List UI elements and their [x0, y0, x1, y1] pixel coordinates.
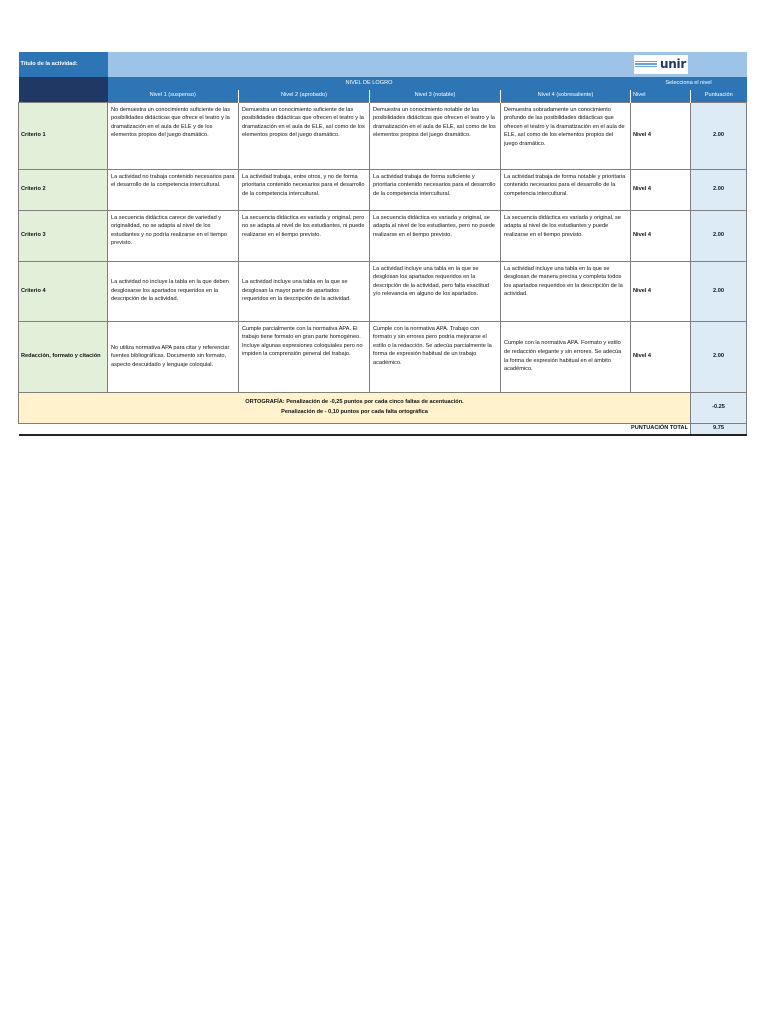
puntuacion-value: 2.00 [691, 102, 747, 169]
criterion-level-2-desc: La secuencia didáctica es variada y original, pero no se adapta al nivel de los estudiantes, ni puede realizarse en el tiempo previsto. [239, 210, 370, 261]
puntuacion-value: 2.00 [691, 261, 747, 321]
level-header-4: Nivel 4 (sobresaliente) [501, 90, 631, 102]
criterion-name: Redacción, formato y citación [19, 321, 108, 392]
criterion-row [19, 210, 747, 261]
ortografia-line-1: ORTOGRAFÍA: Penalización de -0,25 puntos por cada cinco faltas de acentuación. [245, 399, 464, 405]
total-label: PUNTUACIÓN TOTAL [19, 423, 691, 435]
criterion-level-3-desc: La secuencia didáctica es variada y original, se adapta al nivel de los estudiantes, pero no puede realizarse en el tiempo previsto. [370, 210, 501, 261]
nivel-select[interactable]: Nivel 4 [631, 169, 691, 210]
puntuacion-column-header: Puntuación [691, 90, 747, 102]
selecciona-nivel-header: Selecciona el nivel [631, 77, 747, 90]
nivel-select[interactable]: Nivel 4 [631, 102, 691, 169]
criterion-row [19, 169, 747, 210]
criterion-level-1-desc: La secuencia didáctica carece de variedad y originalidad, no se adapta al nivel de los estudiantes y no podría realizarse en el tiempo previsto. [108, 210, 239, 261]
criterion-level-1-desc: No demuestra un conocimiento suficiente de las posibilidades didácticas que ofrece el teatro y la dramatización en el aula de ELE y de los elementos propios del juego dramático. [108, 102, 239, 169]
criterion-level-4-desc: Demuestra sobradamente un conocimiento profundo de las posibilidades didácticas que ofrecen el teatro y la dramatización en el aula de ELE, así como de los elementos propios del juego dramático. [501, 102, 631, 169]
ortografia-line-2: Penalización de - 0,10 puntos por cada falta ortográfica [281, 408, 428, 415]
puntuacion-value: 2.00 [691, 210, 747, 261]
criterion-level-4-desc: La actividad trabaja de forma notable y prioritaria contenido necesarios para el desarrollo de la competencia intercultural. [501, 169, 631, 210]
activity-title-label: Título de la actividad: [19, 52, 108, 77]
criterion-row [19, 102, 747, 169]
unir-logo-icon [635, 60, 657, 70]
puntuacion-value: 2.00 [691, 321, 747, 392]
criterion-level-3-desc: Cumple con la normativa APA. Trabajo con formato y sin errores pero podría mejorarse el estilo o la redacción. Se adecúa parcialmente la forma de expresión habitual de un trabajo académico. [370, 321, 501, 392]
nivel-column-header: Nivel [631, 90, 691, 102]
criterion-row [19, 261, 747, 321]
criterion-level-2-desc: La actividad trabaja, entre otros, y no de forma prioritaria contenido necesarios para el desarrollo de la competencia intercultural. [239, 169, 370, 210]
criterion-level-1-desc: No utiliza normativa APA para citar y referenciar fuentes bibliográficas. Documento sin formato, aspecto descuidado y lenguaje coloquial. [108, 321, 239, 392]
nivel-select[interactable]: Nivel 4 [631, 321, 691, 392]
criterion-level-4-desc: La actividad incluye una tabla en la que se desglosan de manera precisa y completa todos los apartados requeridos en la descripción de la actividad. [501, 261, 631, 321]
nivel-de-logro-header: NIVEL DE LOGRO [108, 77, 631, 90]
criterion-name: Criterio 4 [19, 261, 108, 321]
nivel-select[interactable]: Nivel 4 [631, 261, 691, 321]
rubric-sheet [18, 52, 746, 436]
logo-cell [631, 52, 691, 77]
criterion-name: Criterio 2 [19, 169, 108, 210]
ortografia-penalty [19, 392, 691, 423]
total-value: 9.75 [691, 423, 747, 435]
level-header-3: Nivel 3 (notable) [370, 90, 501, 102]
nivel-select[interactable]: Nivel 4 [631, 210, 691, 261]
criterion-name: Criterio 3 [19, 210, 108, 261]
brand-logo-text: unir [660, 57, 686, 72]
criterion-name: Criterio 1 [19, 102, 108, 169]
ortografia-value: -0.25 [691, 392, 747, 423]
criterion-level-2-desc: La actividad incluye una tabla en la que se desglosan la mayor parte de apartados requeridos en la descripción de la actividad. [239, 261, 370, 321]
criterion-level-4-desc: Cumple con la normativa APA. Formato y estilo de redacción elegante y sin errores. Se adecúa la forma de expresión habitual en el ámbito académico. [501, 321, 631, 392]
activity-title-input[interactable] [108, 52, 631, 77]
level-header-1: Nivel 1 (suspenso) [108, 90, 239, 102]
criterion-level-2-desc: Cumple parcialmente con la normativa APA. El trabajo tiene formato en gran parte homogéneo. Incluye algunas expresiones coloquiales pero no impiden la comprensión general del trabajo. [239, 321, 370, 392]
criterion-level-3-desc: La actividad incluye una tabla en la que se desglosan los apartados requeridos en la descripción de la actividad, pero falta exactitud y/o relevancia en alguno de los apartados. [370, 261, 501, 321]
criterion-level-3-desc: La actividad trabaja de forma suficiente y prioritaria contenido necesarios para el desarrollo de la competencia intercultural. [370, 169, 501, 210]
rubric-table [18, 52, 747, 436]
criterion-level-2-desc: Demuestra un conocimiento suficiente de las posibilidades didácticas que ofrecen el teatro y la dramatización en el aula de ELE, así como de los elementos propios del juego dramático. [239, 102, 370, 169]
level-header-2: Nivel 2 (aprobado) [239, 90, 370, 102]
criterion-level-1-desc: La actividad no incluye la tabla en la que deben desglosarse los apartados requeridos en la descripción de la actividad. [108, 261, 239, 321]
puntuacion-value: 2.00 [691, 169, 747, 210]
criterion-level-4-desc: La secuencia didáctica es variada y original, se adapta al nivel de los estudiantes y puede realizarse en el tiempo previsto. [501, 210, 631, 261]
criterion-row [19, 321, 747, 392]
criterion-level-3-desc: Demuestra un conocimiento notable de las posibilidades didácticas que ofrecen el teatro y la dramatización en el aula de ELE, así como de los elementos propios del juego dramático. [370, 102, 501, 169]
criterion-level-1-desc: La actividad no trabaja contenido necesarios para el desarrollo de la competencia intercultural. [108, 169, 239, 210]
